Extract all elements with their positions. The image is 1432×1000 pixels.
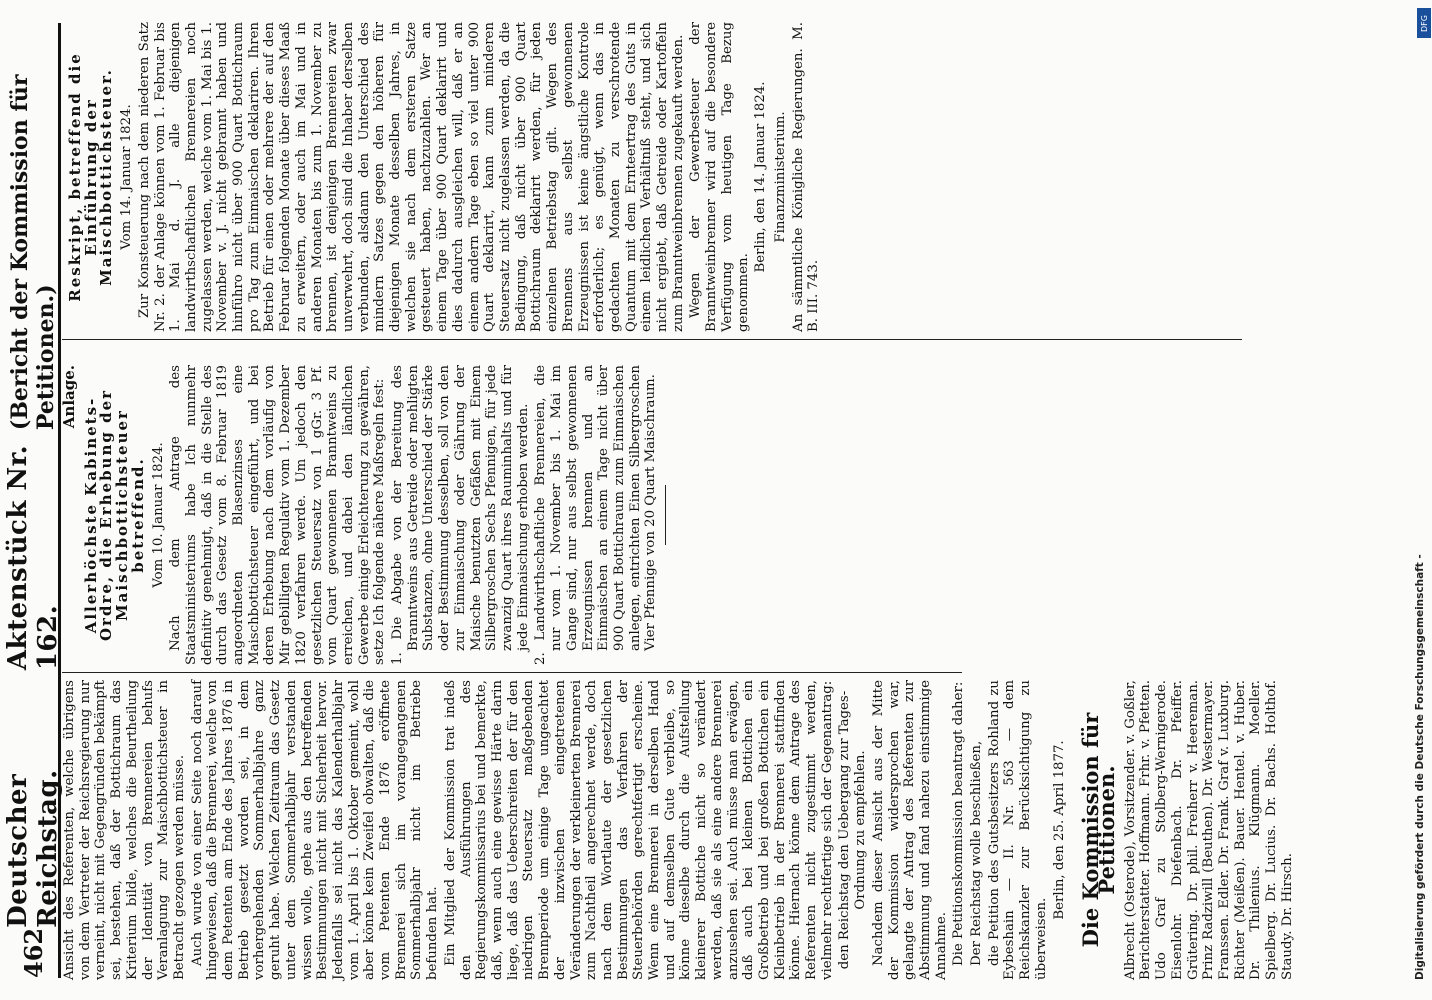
paragraph: Zur Konsteuerung nach dem niederen Satz Nr. 2. der Anlage können vom 1. Februar bis 1. Mai d. J. alle diejenigen landwirthschaftlichen Brennereien noch zugelassen werden, welche vom 1. Mai bis 1. November v. J. nicht gebrannt haben und hinführo nicht über 900 Quart Bottichraum pro Tag zum Einmaischen deklariren. Ihren Betrieb für einen oder mehrere der auf den Februar folgenden Monate über dieses Maaß zu erweitern, oder auch im Mai und in anderen Monaten bis zum 1. November zu brennen, ist denjenigen Brennereien zwar unverwehrt, doch sind die Inhaber derselben verbunden, alsdann den Unterschied des mindern Satzes gegen den höheren für diejenigen Monate desselben Jahres, in welchen sie nach dem ersteren Satze gesteuert haben, nachzuzahlen. Wer an einem Tage über 900 Quart deklarirt und dies dadurch ausgleichen will, daß er an einem andern Tage eben so viel unter 900 Quart deklarirt, kann zum minderen Steuersatz nicht zugelassen werden, da die Bedingung, daß nicht über 900 Quart Bottichraum deklarirt werden, für jeden einzelnen Betriebstag gilt. Wegen des Brennens aus selbst gewonnenen Erzeugnissen ist keine ängstliche Kontrole erforderlich; es genügt, wenn das in gedachten Monaten zu verschrotende Quantum mit dem Ernteertrag des Guts in einem leidlichen Verhältniß steht, und sich nicht ergiebt, daß Getreide oder Kartoffeln zum Branntweinbrennen zugekauft werden. (136, 22, 686, 332)
commission-title: Die Kommission für Petitionen. (1078, 712, 1119, 948)
credit-text: Digitalisierung gefördert durch die Deutsche Forschungsgemeinschaft - (1414, 554, 1426, 980)
date-line: Vom 14. Januar 1824. (119, 104, 135, 250)
paragraph: Nach dem Antrage des Staatsministeriums habe Ich nunmehr definitiv genehmigt, daß in die Stelle des durch das Gesetz vom 8. Februar 1819 angeordneten Blasenzinses eine Maischbottichsteuer eingeführt, und bei deren Erhebung nach dem vorläufig von Mir gebilligten Regulativ vom 1. Dezember 1820 verfahren werde. Um jedoch den gesetzlichen Steuersatz von 1 gGr. 3 Pf. vom Quart gewonnenen Branntweins zu erreichen, und dabei den ländlichen Gewerbe einige Erleichterung zu gewähren, setze Ich folgende nähere Maßregeln fest: (168, 365, 388, 665)
middle-column (62, 365, 672, 665)
publication-title: Deutscher Reichstag. (3, 769, 63, 928)
date-line: Berlin, den 25. April 1877. (1051, 740, 1067, 920)
paragraph: Ein Mitglied der Kommission trat indeß den Ausführungen des Regierungskommissarius bei und bemerkte, daß, wenn auch eine gewisse Härte darin liege, daß das Ueberschreiten der für den niedrigen Steuersatz maßgebenden Brennperiode um einige Tage ungeachtet der inzwischen eingetretenen Veränderungen der verkleinerten Brennerei zum Nachtheil angerechnet werde, doch nach dem Wortlaute der gesetzlichen Bestimmungen das Verfahren der Steuerbehörden gerechtfertigt erscheine. Wenn eine Brennerei in derselben Hand und auf demselben Gute verbleibe, so könne dieselbe durch die Aufstellung kleinerer Bottiche nicht so verändert werden, daß sie als eine andere Brennerei anzusehen sei. Auch müsse man erwägen, daß auch bei kleinen Bottichen ein Großbetrieb und bei großen Bottichen ein Kleinbetrieb in der Brennerei stattfinden könne. Hiernach könne dem Antrage des Referenten nicht zugestimmt werden, vielmehr rechtfertige sich der Gegenantrag: (442, 680, 835, 980)
member-list: Albrecht (Osterode), Vorsitzender. v. Goßler, Berichterstatter. Hoffmann. Frhr. v. Pfetten. Udo Graf zu Stolberg-Wernigerode. Eisenlohr. Diefenbach. Dr. Pfeiffer. Grütering. Dr. phil. Freiherr v. Heereman. Prinz Radziwill (Beuthen). Dr. Westermayer. Franssen. Edler. Dr. Frank. Graf v. Luxburg. Richter (Meißen). Bauer. Hentel. v. Huber. Dr. Thilenius. Klügmann. Moeller. Spielberg. Dr. Lucius. Dr. Bachs. Holthof. Staudy. Dr. Hirsch. (1122, 680, 1295, 980)
left-column (62, 680, 1297, 980)
counter-motion: den Reichstag den Uebergang zur Tages-Ordnung zu empfehlen. (837, 690, 869, 970)
addressee-line: An sämmtliche Königliche Regierungen. M. B. III. 743. (790, 22, 822, 332)
right-column (62, 22, 824, 332)
list-item: 1. Die Abgabe von der Bereitung des Branntweins aus Getreide oder mehligten Substanzen, ohne Unterschied der Stärke oder Bestimmung desselben, soll von den zur Einmaischung oder Gährung der Maische benutzten Gefäßen mit Einem Silbergroschen Sechs Pfennigen, für jede zwanzig Quart ihres Rauminhalts und für jede Einmaischung erhoben werden. (390, 365, 531, 665)
column-divider (62, 339, 1242, 340)
section-title: Reskript, betreffend die Einführung der Maischbottichsteuer. (66, 52, 116, 302)
paragraph: Ansicht des Referenten, welche übrigens von dem Vertreter der Reichsregierung nur verneint, nicht mit Gegengründen bekämpft sei, bestehen, daß der Bottichraum das Kriterium bilde, welches die Beurtheilung der Identität von Brennereien behufs Veranlagung zur Maischbottichsteuer in Betracht gezogen werden müsse. (62, 680, 187, 980)
section-title: Allerhöchste Kabinets-Ordre, die Erhebung der Maischbottichsteuer betreffend. (81, 388, 147, 642)
dfg-logo (1417, 8, 1431, 38)
column-divider (62, 672, 962, 673)
paragraph: Auch wurde von einer Seite noch darauf hingewiesen, daß die Brennerei, welche von dem Petenten am Ende des Jahres 1876 in Betrieb gesetzt worden sei, in dem vorhergehenden Sommerhalbjahre ganz geruht habe. Welchen Zeitraum das Gesetz unter dem Sommerhalbjahr verstanden wissen wolle, gehe aus den betreffenden Bestimmungen nicht mit Sicherheit hervor. Jedenfalls sei nicht das Kalenderhalbjahr vom 1. April bis 1. Oktober gemeint, wohl aber könne kein Zweifel obwalten, daß die vom Petenten Ende 1876 eröffnete Brennerei sich im vorangegangenen Sommerhalbjahr nicht im Betriebe befunden hat. (189, 680, 441, 980)
paragraph: Der Reichstag wolle beschließen, (969, 740, 985, 966)
paragraph: Wegen der Gewerbesteuer der Branntweinbrenner wird auf die besondere Verfügung vom heutigen Tage Bezug genommen. (688, 22, 751, 332)
paragraph: Die Petitionskommission beantragt daher: (951, 681, 967, 966)
page-number: 462 (18, 927, 48, 978)
page-header (3, 23, 63, 978)
document-number: Aktenstück Nr. 162. (3, 444, 63, 671)
header-subtitle: (Bericht der Kommission für Petitionen.) (7, 74, 59, 431)
date-line: Berlin, den 14. Januar 1824. (753, 81, 769, 273)
dfg-logo-text: DFG (1419, 14, 1429, 32)
date-line: Vom 10. Januar 1824. (150, 442, 166, 588)
digitization-credit (1414, 0, 1430, 1000)
separator-rule (665, 485, 666, 545)
signature-ministry: Finanzministerium. (772, 111, 788, 243)
list-item: 2. Landwirthschaftliche Brennereien, die nur vom 1. November bis 1. Mai im Gange sind, nur aus selbst gewonnenen Erzeugnissen brennen und an Einmaischen an einem Tage nicht über 900 Quart Bottichraum zum Einmaischen anlegen, entrichten Einen Silbergroschen Vier Pfennige von 20 Quart Maischraum. (533, 365, 659, 665)
paragraph: Nachdem dieser Ansicht aus der Mitte der Kommission widersprochen war, gelangte der Antrag des Referenten zur Abstimmung und fand nahezu einstimmige Annahme. (870, 680, 949, 980)
annex-label: Anlage. (60, 365, 78, 429)
motion-text: die Petition des Gutsbesitzers Rohland zu Eybeshain — II. Nr. 563 — dem Reichskanzler zur Berücksichtigung zu überweisen. (986, 680, 1049, 980)
